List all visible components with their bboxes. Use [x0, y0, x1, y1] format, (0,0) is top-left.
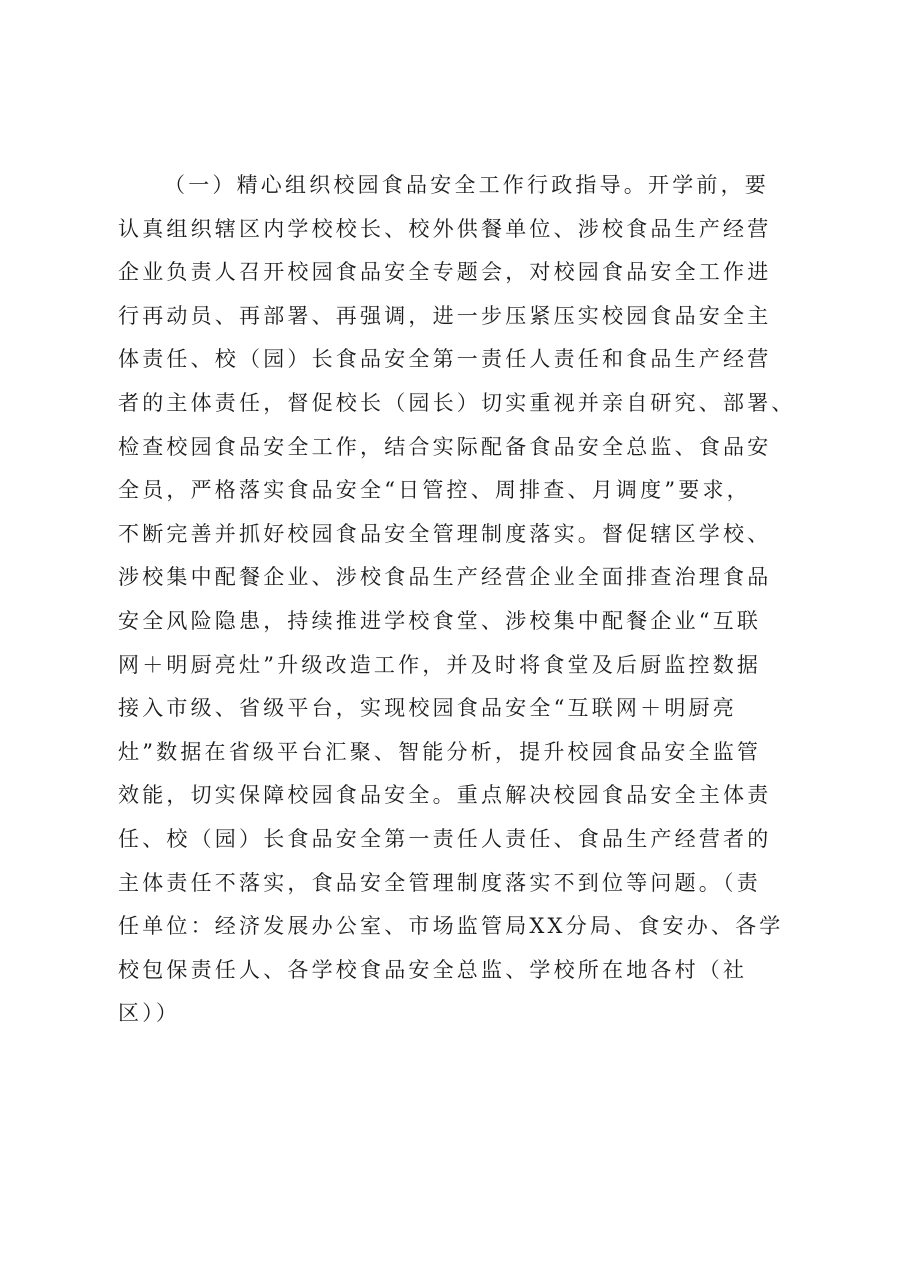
paragraph-line: 区））: [118, 1001, 181, 1026]
paragraph-line: 涉校集中配餐企业、涉校食品生产经营企业全面排查治理食品: [118, 565, 772, 590]
paragraph-line: 主体责任不落实，食品安全管理制度落实不到位等问题。（责: [118, 870, 761, 895]
paragraph-line: （一）精心组织校园食品安全工作行政指导。开学前，要: [164, 173, 769, 197]
paragraph: [118, 164, 818, 1036]
paragraph-line: 效能，切实保障校园食品安全。重点解决校园食品安全主体责: [118, 783, 772, 808]
paragraph-line: 行再动员、再部署、再强调，进一步压紧压实校园食品安全主: [118, 303, 772, 328]
paragraph-line: 不断完善并抓好校园食品安全管理制度落实。督促辖区学校、: [118, 521, 772, 546]
paragraph-line: 企业负责人召开校园食品安全专题会，对校园食品安全工作进: [118, 260, 772, 285]
paragraph-line: 全员，严格落实食品安全“日管控、周排查、月调度”要求，: [118, 478, 751, 503]
paragraph-line: 网＋明厨亮灶”升级改造工作，并及时将食堂及后厨监控数据: [118, 652, 762, 677]
paragraph-line: 检查校园食品安全工作，结合实际配备食品安全总监、食品安: [118, 434, 772, 459]
paragraph-line: 认真组织辖区内学校校长、校外供餐单位、涉校食品生产经营: [118, 216, 772, 241]
paragraph-line: 接入市级、省级平台，实现校园食品安全“互联网＋明厨亮: [118, 696, 737, 721]
paragraph-line: 体责任、校（园）长食品安全第一责任人责任和食品生产经营: [118, 347, 772, 372]
paragraph-line: 灶”数据在省级平台汇聚、智能分析，提升校园食品安全监管: [118, 739, 762, 764]
paragraph-line: 者的主体责任，督促校长（园长）切实重视并亲自研究、部署、: [118, 390, 796, 415]
paragraph-line: 安全风险隐患，持续推进学校食堂、涉校集中配餐企业“互联: [118, 608, 762, 633]
paragraph-line: 任、校（园）长食品安全第一责任人责任、食品生产经营者的: [118, 826, 772, 851]
paragraph-line: 任单位：经济发展办公室、市场监管局XX分局、食安办、各学: [118, 914, 784, 939]
paragraph-line: 校包保责任人、各学校食品安全总监、学校所在地各村（社: [118, 957, 748, 982]
